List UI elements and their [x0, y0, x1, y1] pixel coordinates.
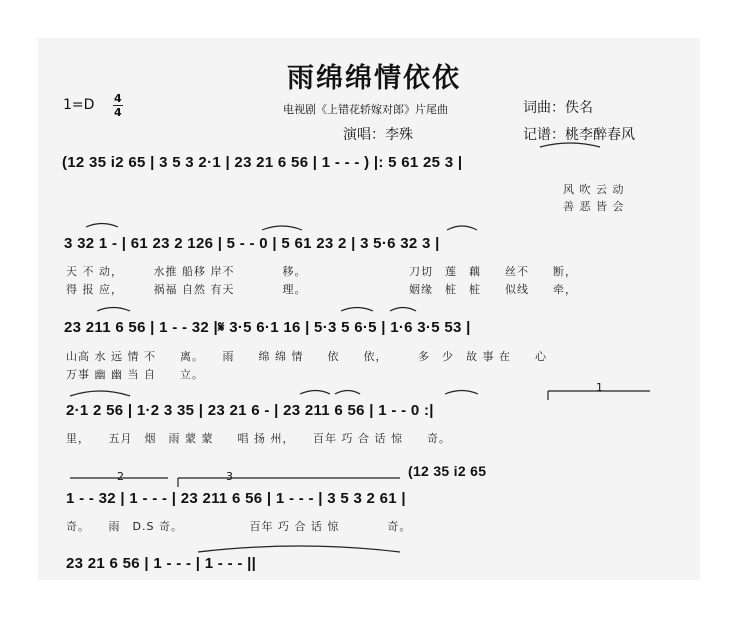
- slur: [300, 391, 330, 395]
- singer: 演唱：李殊: [343, 127, 413, 143]
- notation-row-3: 23 211 6 56 | 1 - - 32 |𝄋 3·5 6·1 16 | 5·3 5 6·5 | 1·6 3·5 53 |: [64, 319, 471, 336]
- slur: [447, 226, 477, 230]
- slur: [70, 391, 130, 396]
- notation-row-6: 23 21 6 56 | 1 - - - | 1 - - - ||: [66, 555, 257, 572]
- volta-3-label: 3: [226, 470, 233, 483]
- intro-repeat: (12 35 i2 65: [408, 463, 487, 479]
- composer: 词曲：佚名: [523, 100, 593, 116]
- notation-row-1: (12 35 i2 65 | 3 5 3 2·1 | 23 21 6 56 | 1 - - - ) |: 5 61 25 3 |: [62, 154, 463, 171]
- lyrics-row-3-a: 山高 水 远 情 不 离。 雨 绵 绵 情 依 依， 多 少 故 事 在 心: [66, 350, 547, 363]
- time-signature-top: 4: [114, 92, 122, 105]
- song-title: 雨绵绵情依依: [287, 63, 461, 94]
- transcriber: 记谱：桃李醉春风: [523, 127, 635, 143]
- notation-row-2: 3 32 1 - | 61 23 2 126 | 5 - - 0 | 5 61 23 2 | 3 5·6 32 3 |: [64, 235, 440, 252]
- time-signature-bottom: 4: [114, 106, 122, 119]
- notation-row-5: 1 - - 32 | 1 - - - | 23 211 6 56 | 1 - - - | 3 5 3 2 61 |: [66, 490, 406, 507]
- slur: [445, 391, 478, 395]
- volta-1-label: 1: [596, 381, 603, 394]
- slur: [86, 224, 118, 228]
- lyrics-row-4: 里， 五月 烟 雨 蒙 蒙 唱 扬 州， 百年 巧 合 话 惊 奇。: [66, 432, 451, 445]
- lyrics-row-1-a: 风 吹 云 动: [563, 183, 625, 196]
- lyrics-row-2-b: 得 报 应， 祸福 自然 有天 理。 姻缘 桩 桩 似线 牵，: [66, 283, 577, 296]
- lyrics-row-2-a: 天 不 动， 水推 船移 岸不 移。 刀切 莲 藕 丝不 断，: [66, 265, 577, 278]
- slur: [390, 308, 416, 312]
- slur: [335, 391, 360, 395]
- lyrics-row-1-b: 善 恶 皆 会: [563, 200, 625, 213]
- key-signature: 1=D: [63, 97, 95, 113]
- volta-2-label: 2: [117, 470, 124, 483]
- slur: [540, 143, 600, 147]
- slur: [198, 546, 400, 552]
- slur: [262, 226, 302, 230]
- slur: [97, 308, 130, 312]
- lyrics-row-5: 奇。 雨 D.S 奇。 百年 巧 合 话 惊 奇。: [66, 520, 412, 533]
- subtitle: 电视剧《上错花轿嫁对郎》片尾曲: [283, 103, 448, 116]
- slur: [341, 308, 373, 312]
- notation-row-4: 2·1 2 56 | 1·2 3 35 | 23 21 6 - | 23 211 6 56 | 1 - - 0 :|: [66, 402, 434, 419]
- lyrics-row-3-b: 万事 幽 幽 当 自 立。: [66, 368, 204, 381]
